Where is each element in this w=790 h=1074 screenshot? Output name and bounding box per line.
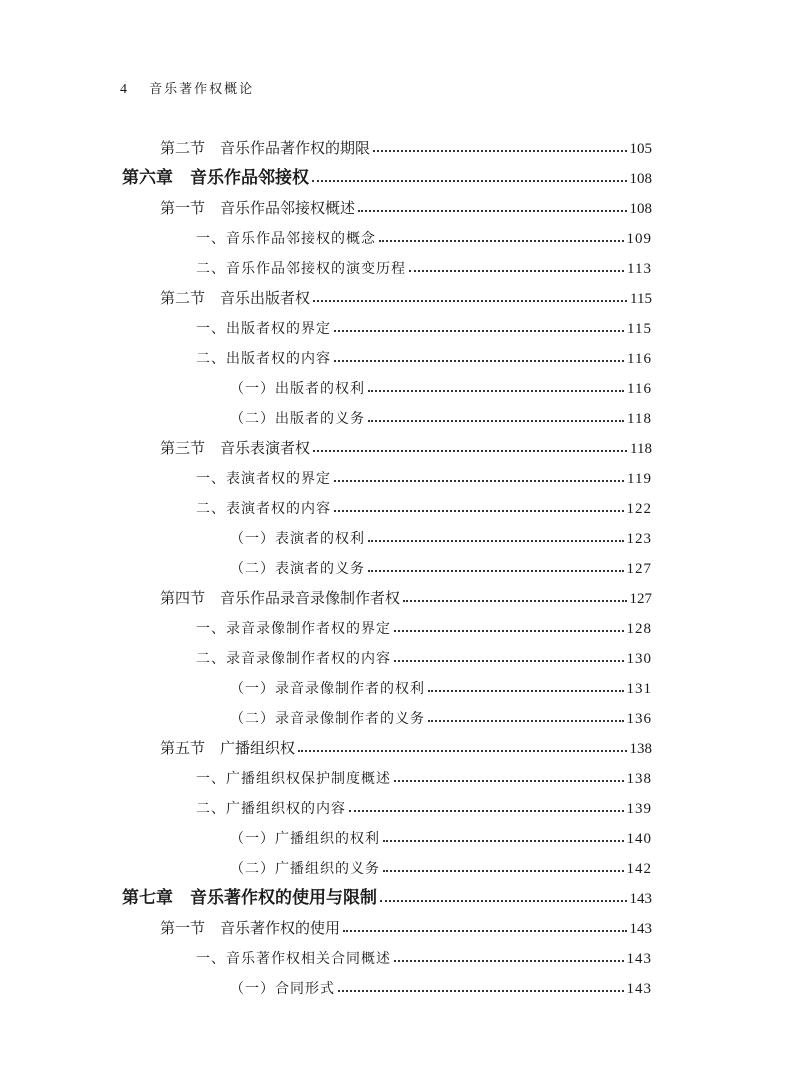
toc-entry-page-number: 113 xyxy=(627,261,652,277)
dot-leader xyxy=(394,630,624,632)
dot-leader xyxy=(379,240,624,242)
dot-leader xyxy=(338,990,624,992)
dot-leader xyxy=(343,930,626,932)
toc-entry-page-number: 131 xyxy=(626,681,652,697)
toc-entry-title: 一、广播组织权保护制度概述 xyxy=(196,771,391,787)
toc-entry-title: 第五节 广播组织权 xyxy=(160,739,296,757)
toc-entry-title: 第一节 音乐著作权的使用 xyxy=(160,919,341,937)
toc-entry-item[interactable] xyxy=(196,310,652,338)
dot-leader xyxy=(368,390,624,392)
dot-leader xyxy=(394,780,624,782)
toc-entry-title: 一、表演者权的界定 xyxy=(196,471,331,487)
toc-entry-item[interactable] xyxy=(196,790,652,818)
dot-leader xyxy=(394,660,624,662)
toc-entry-title: 第二节 音乐出版者权 xyxy=(160,289,311,307)
toc-entry-page-number: 143 xyxy=(626,981,652,997)
toc-entry-section[interactable] xyxy=(160,130,652,158)
toc-entry-page-number: 123 xyxy=(626,531,652,547)
toc-entry-sub[interactable] xyxy=(230,700,652,728)
toc-entry-title: （一）录音录像制作者的权利 xyxy=(230,681,425,697)
dot-leader xyxy=(313,300,627,302)
toc-entry-page-number: 115 xyxy=(630,291,652,307)
toc-entry-chapter[interactable] xyxy=(122,160,652,188)
toc-entry-title: 一、音乐著作权相关合同概述 xyxy=(196,951,391,967)
dot-leader xyxy=(313,450,627,452)
dot-leader xyxy=(428,690,624,692)
toc-entry-page-number: 143 xyxy=(626,951,652,967)
dot-leader xyxy=(298,750,626,752)
toc-entry-title: 第四节 音乐作品录音录像制作者权 xyxy=(160,589,401,607)
toc-entry-chapter[interactable] xyxy=(122,880,652,908)
toc-entry-page-number: 127 xyxy=(629,591,652,607)
toc-entry-item[interactable] xyxy=(196,940,652,968)
dot-leader xyxy=(383,870,624,872)
dot-leader xyxy=(312,180,627,182)
toc-entry-section[interactable] xyxy=(160,580,652,608)
toc-entry-item[interactable] xyxy=(196,760,652,788)
dot-leader xyxy=(334,330,624,332)
toc-entry-title: 第七章 音乐著作权的使用与限制 xyxy=(122,888,377,908)
toc-entry-page-number: 108 xyxy=(629,201,652,217)
dot-leader xyxy=(394,960,624,962)
toc-entry-page-number: 142 xyxy=(626,861,652,877)
toc-entry-title: 二、录音录像制作者权的内容 xyxy=(196,651,391,667)
toc-entry-title: （一）合同形式 xyxy=(230,981,335,997)
toc-entry-sub[interactable] xyxy=(230,550,652,578)
toc-entry-sub[interactable] xyxy=(230,850,652,878)
toc-entry-page-number: 122 xyxy=(626,501,652,517)
toc-entry-page-number: 115 xyxy=(627,321,652,337)
toc-entry-title: 第二节 音乐作品著作权的期限 xyxy=(160,139,371,157)
toc-entry-item[interactable] xyxy=(196,340,652,368)
toc-entry-page-number: 136 xyxy=(626,711,652,727)
dot-leader xyxy=(383,840,624,842)
dot-leader xyxy=(368,420,624,422)
toc-entry-title: 二、广播组织权的内容 xyxy=(196,801,346,817)
toc-entry-sub[interactable] xyxy=(230,520,652,548)
toc-entry-page-number: 130 xyxy=(626,651,652,667)
dot-leader xyxy=(334,480,624,482)
toc-entry-item[interactable] xyxy=(196,460,652,488)
toc-entry-title: 二、出版者权的内容 xyxy=(196,351,331,367)
toc-entry-section[interactable] xyxy=(160,910,652,938)
toc-entry-title: （一）出版者的权利 xyxy=(230,381,365,397)
toc-entry-title: （二）广播组织的义务 xyxy=(230,861,380,877)
dot-leader xyxy=(368,570,624,572)
toc-entry-title: （二）出版者的义务 xyxy=(230,411,365,427)
toc-entry-page-number: 118 xyxy=(630,441,652,457)
toc-entry-page-number: 119 xyxy=(627,471,652,487)
running-header xyxy=(120,78,254,98)
toc-entry-page-number: 127 xyxy=(626,561,652,577)
toc-entry-page-number: 143 xyxy=(629,891,652,907)
toc-entry-page-number: 105 xyxy=(629,141,652,157)
toc-entry-item[interactable] xyxy=(196,490,652,518)
dot-leader xyxy=(428,720,624,722)
toc-entry-page-number: 108 xyxy=(629,171,652,187)
toc-entry-title: 二、音乐作品邻接权的演变历程 xyxy=(196,261,406,277)
dot-leader xyxy=(409,270,624,272)
toc-entry-page-number: 140 xyxy=(626,831,652,847)
book-title: 音乐著作权概论 xyxy=(149,82,255,97)
toc-entry-item[interactable] xyxy=(196,220,652,248)
toc-entry-title: 第三节 音乐表演者权 xyxy=(160,439,311,457)
dot-leader xyxy=(373,150,626,152)
dot-leader xyxy=(403,600,626,602)
toc-entry-item[interactable] xyxy=(196,640,652,668)
toc-entry-page-number: 139 xyxy=(626,801,652,817)
toc-entry-title: （一）广播组织的权利 xyxy=(230,831,380,847)
toc-entry-title: 一、录音录像制作者权的界定 xyxy=(196,621,391,637)
toc-entry-sub[interactable] xyxy=(230,820,652,848)
toc-entry-page-number: 109 xyxy=(626,231,652,247)
toc-entry-title: （二）表演者的义务 xyxy=(230,561,365,577)
toc-entry-page-number: 116 xyxy=(627,351,652,367)
toc-entry-title: 第六章 音乐作品邻接权 xyxy=(122,168,309,188)
toc-entry-section[interactable] xyxy=(160,280,652,308)
toc-entry-title: 第一节 音乐作品邻接权概述 xyxy=(160,199,356,217)
dot-leader xyxy=(349,810,624,812)
toc-entry-title: 一、音乐作品邻接权的概念 xyxy=(196,231,376,247)
dot-leader xyxy=(334,360,624,362)
toc-entry-sub[interactable] xyxy=(230,400,652,428)
toc-entry-sub[interactable] xyxy=(230,970,652,998)
dot-leader xyxy=(368,540,624,542)
toc-entry-sub[interactable] xyxy=(230,670,652,698)
dot-leader xyxy=(380,900,627,902)
toc-entry-section[interactable] xyxy=(160,190,652,218)
toc-entry-page-number: 143 xyxy=(629,921,652,937)
toc-entry-title: （一）表演者的权利 xyxy=(230,531,365,547)
toc-entry-page-number: 128 xyxy=(626,621,652,637)
toc-entry-page-number: 116 xyxy=(627,381,652,397)
toc-entry-page-number: 138 xyxy=(626,771,652,787)
toc-entry-page-number: 118 xyxy=(627,411,652,427)
toc-entry-item[interactable] xyxy=(196,610,652,638)
dot-leader xyxy=(334,510,624,512)
toc-entry-section[interactable] xyxy=(160,430,652,458)
toc-entry-title: （二）录音录像制作者的义务 xyxy=(230,711,425,727)
dot-leader xyxy=(358,210,626,212)
toc-entry-page-number: 138 xyxy=(629,741,652,757)
toc-entry-sub[interactable] xyxy=(230,370,652,398)
toc-entry-section[interactable] xyxy=(160,730,652,758)
toc-entry-title: 二、表演者权的内容 xyxy=(196,501,331,517)
page-number: 4 xyxy=(120,82,129,97)
toc-entry-item[interactable] xyxy=(196,250,652,278)
toc-entry-title: 一、出版者权的界定 xyxy=(196,321,331,337)
